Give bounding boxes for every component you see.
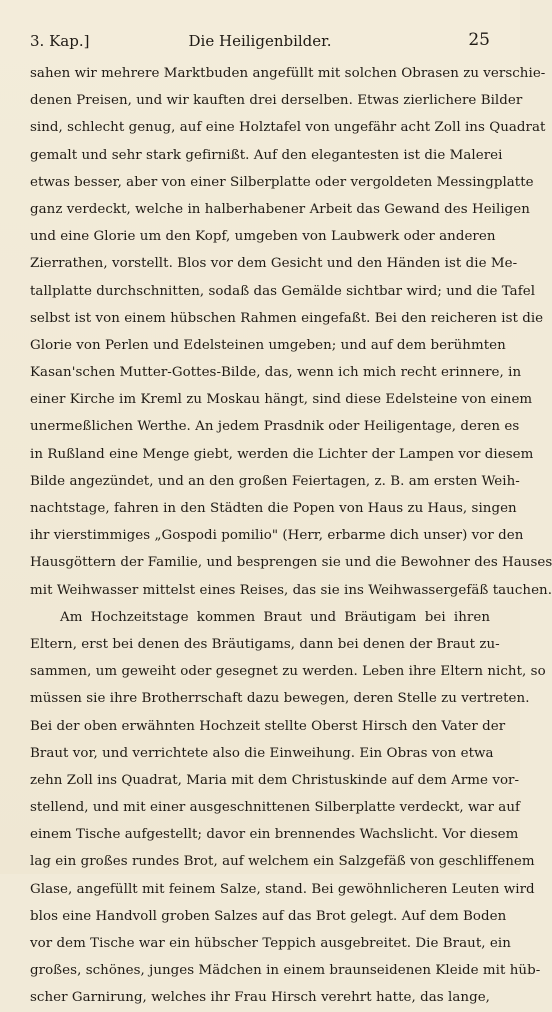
text-line: großes, schönes, junges Mädchen in einem braunseidenen Kleide mit hüb-	[30, 963, 541, 979]
text-line: einem Tische aufgestellt; davor ein brennendes Wachslicht. Vor diesem	[30, 827, 519, 843]
text-line: Kasan'schen Mutter-Gottes-Bilde, das, wenn ich mich recht erinnere, in	[30, 365, 522, 381]
chapter-label: 3. Kap.]	[30, 32, 90, 50]
text-line: mit Weihwasser mittelst eines Reises, das sie ins Weihwassergefäß tauchen.	[30, 582, 552, 598]
running-title: Die Heiligenbilder.	[188, 32, 332, 50]
text-line: einer Kirche im Kreml zu Moskau hängt, sind diese Edelsteine von einem	[30, 392, 533, 408]
text-line: vor dem Tische war ein hübscher Teppich ausgebreitet. Die Braut, ein	[30, 936, 511, 951]
text-line: Bilde angezündet, und an den großen Feiertagen, z. B. am ersten Weih-	[30, 473, 520, 489]
text-line: Glorie von Perlen und Edelsteinen umgeben; und auf dem berühmten	[30, 337, 506, 353]
text-line: Glase, angefüllt mit feinem Salze, stand. Bei gewöhnlicheren Leuten wird	[30, 881, 535, 897]
text-line: zehn Zoll ins Quadrat, Maria mit dem Christuskinde auf dem Arme vor-	[30, 772, 520, 788]
running-header	[30, 30, 490, 54]
text-line: unermeßlichen Werthe. An jedem Prasdnik oder Heiligentage, deren es	[30, 419, 520, 435]
page-number: 25	[468, 30, 490, 50]
text-line: Zierrathen, vorstellt. Blos vor dem Gesicht und den Händen ist die Me-	[30, 256, 518, 272]
text-line: Bei der oben erwähnten Hochzeit stellte Oberst Hirsch den Vater der	[30, 718, 506, 734]
text-line: scher Garnirung, welches ihr Frau Hirsch verehrt hatte, das lange,	[30, 990, 490, 1006]
text-line: in Rußland eine Menge giebt, werden die Lichter der Lampen vor diesem	[30, 446, 534, 462]
text-line: Am Hochzeitstage kommen Braut und Bräutigam bei ihren	[60, 609, 490, 625]
text-line: und eine Glorie um den Kopf, umgeben von Laubwerk oder anderen	[30, 229, 496, 245]
text-line: sahen wir mehrere Marktbuden angefüllt mit solchen Obrasen zu verschie-	[30, 66, 546, 81]
text-line: sammen, um geweiht oder gesegnet zu werden. Leben ihre Eltern nicht, so	[30, 664, 546, 680]
text-line: blos eine Handvoll groben Salzes auf das Brot gelegt. Auf dem Boden	[30, 908, 507, 924]
text-line: ihr vierstimmiges „Gospodi pomilio" (Herr, erbarme dich unser) vor den	[30, 528, 524, 544]
text-line: stellend, und mit einer ausgeschnittenen Silberplatte verdeckt, war auf	[30, 800, 521, 816]
text-line: ganz verdeckt, welche in halberhabener Arbeit das Gewand des Heiligen	[30, 201, 530, 217]
text-line: etwas besser, aber von einer Silberplatte oder vergoldeten Messingplatte	[30, 174, 534, 190]
text-line: müssen sie ihre Brotherrschaft dazu bewegen, deren Stelle zu vertreten.	[30, 691, 530, 707]
text-line: sind, schlecht genug, auf eine Holztafel von ungefähr acht Zoll ins Quadrat	[30, 120, 546, 136]
text-line: Braut vor, und verrichtete also die Einweihung. Ein Obras von etwa	[30, 745, 494, 761]
text-line: tallplatte durchschnitten, sodaß das Gemälde sichtbar wird; und die Tafel	[30, 283, 536, 299]
text-line: Hausgöttern der Familie, und besprengen sie und die Bewohner des Hauses	[30, 555, 552, 571]
text-line: denen Preisen, und wir kauften drei derselben. Etwas zierlichere Bilder	[30, 93, 523, 109]
text-line: lag ein großes rundes Brot, auf welchem ein Salzgefäß von geschliffenem	[30, 854, 535, 870]
text-line: selbst ist von einem hübschen Rahmen eingefaßt. Bei den reicheren ist die	[30, 310, 544, 326]
text-line: gemalt und sehr stark gefirnißt. Auf den elegantesten ist die Malerei	[30, 147, 503, 163]
text-line: Eltern, erst bei denen des Bräutigams, dann bei denen der Braut zu-	[30, 636, 500, 652]
text-line: nachtstage, fahren in den Städten die Popen von Haus zu Haus, singen	[30, 501, 517, 516]
body-text	[30, 60, 552, 1012]
